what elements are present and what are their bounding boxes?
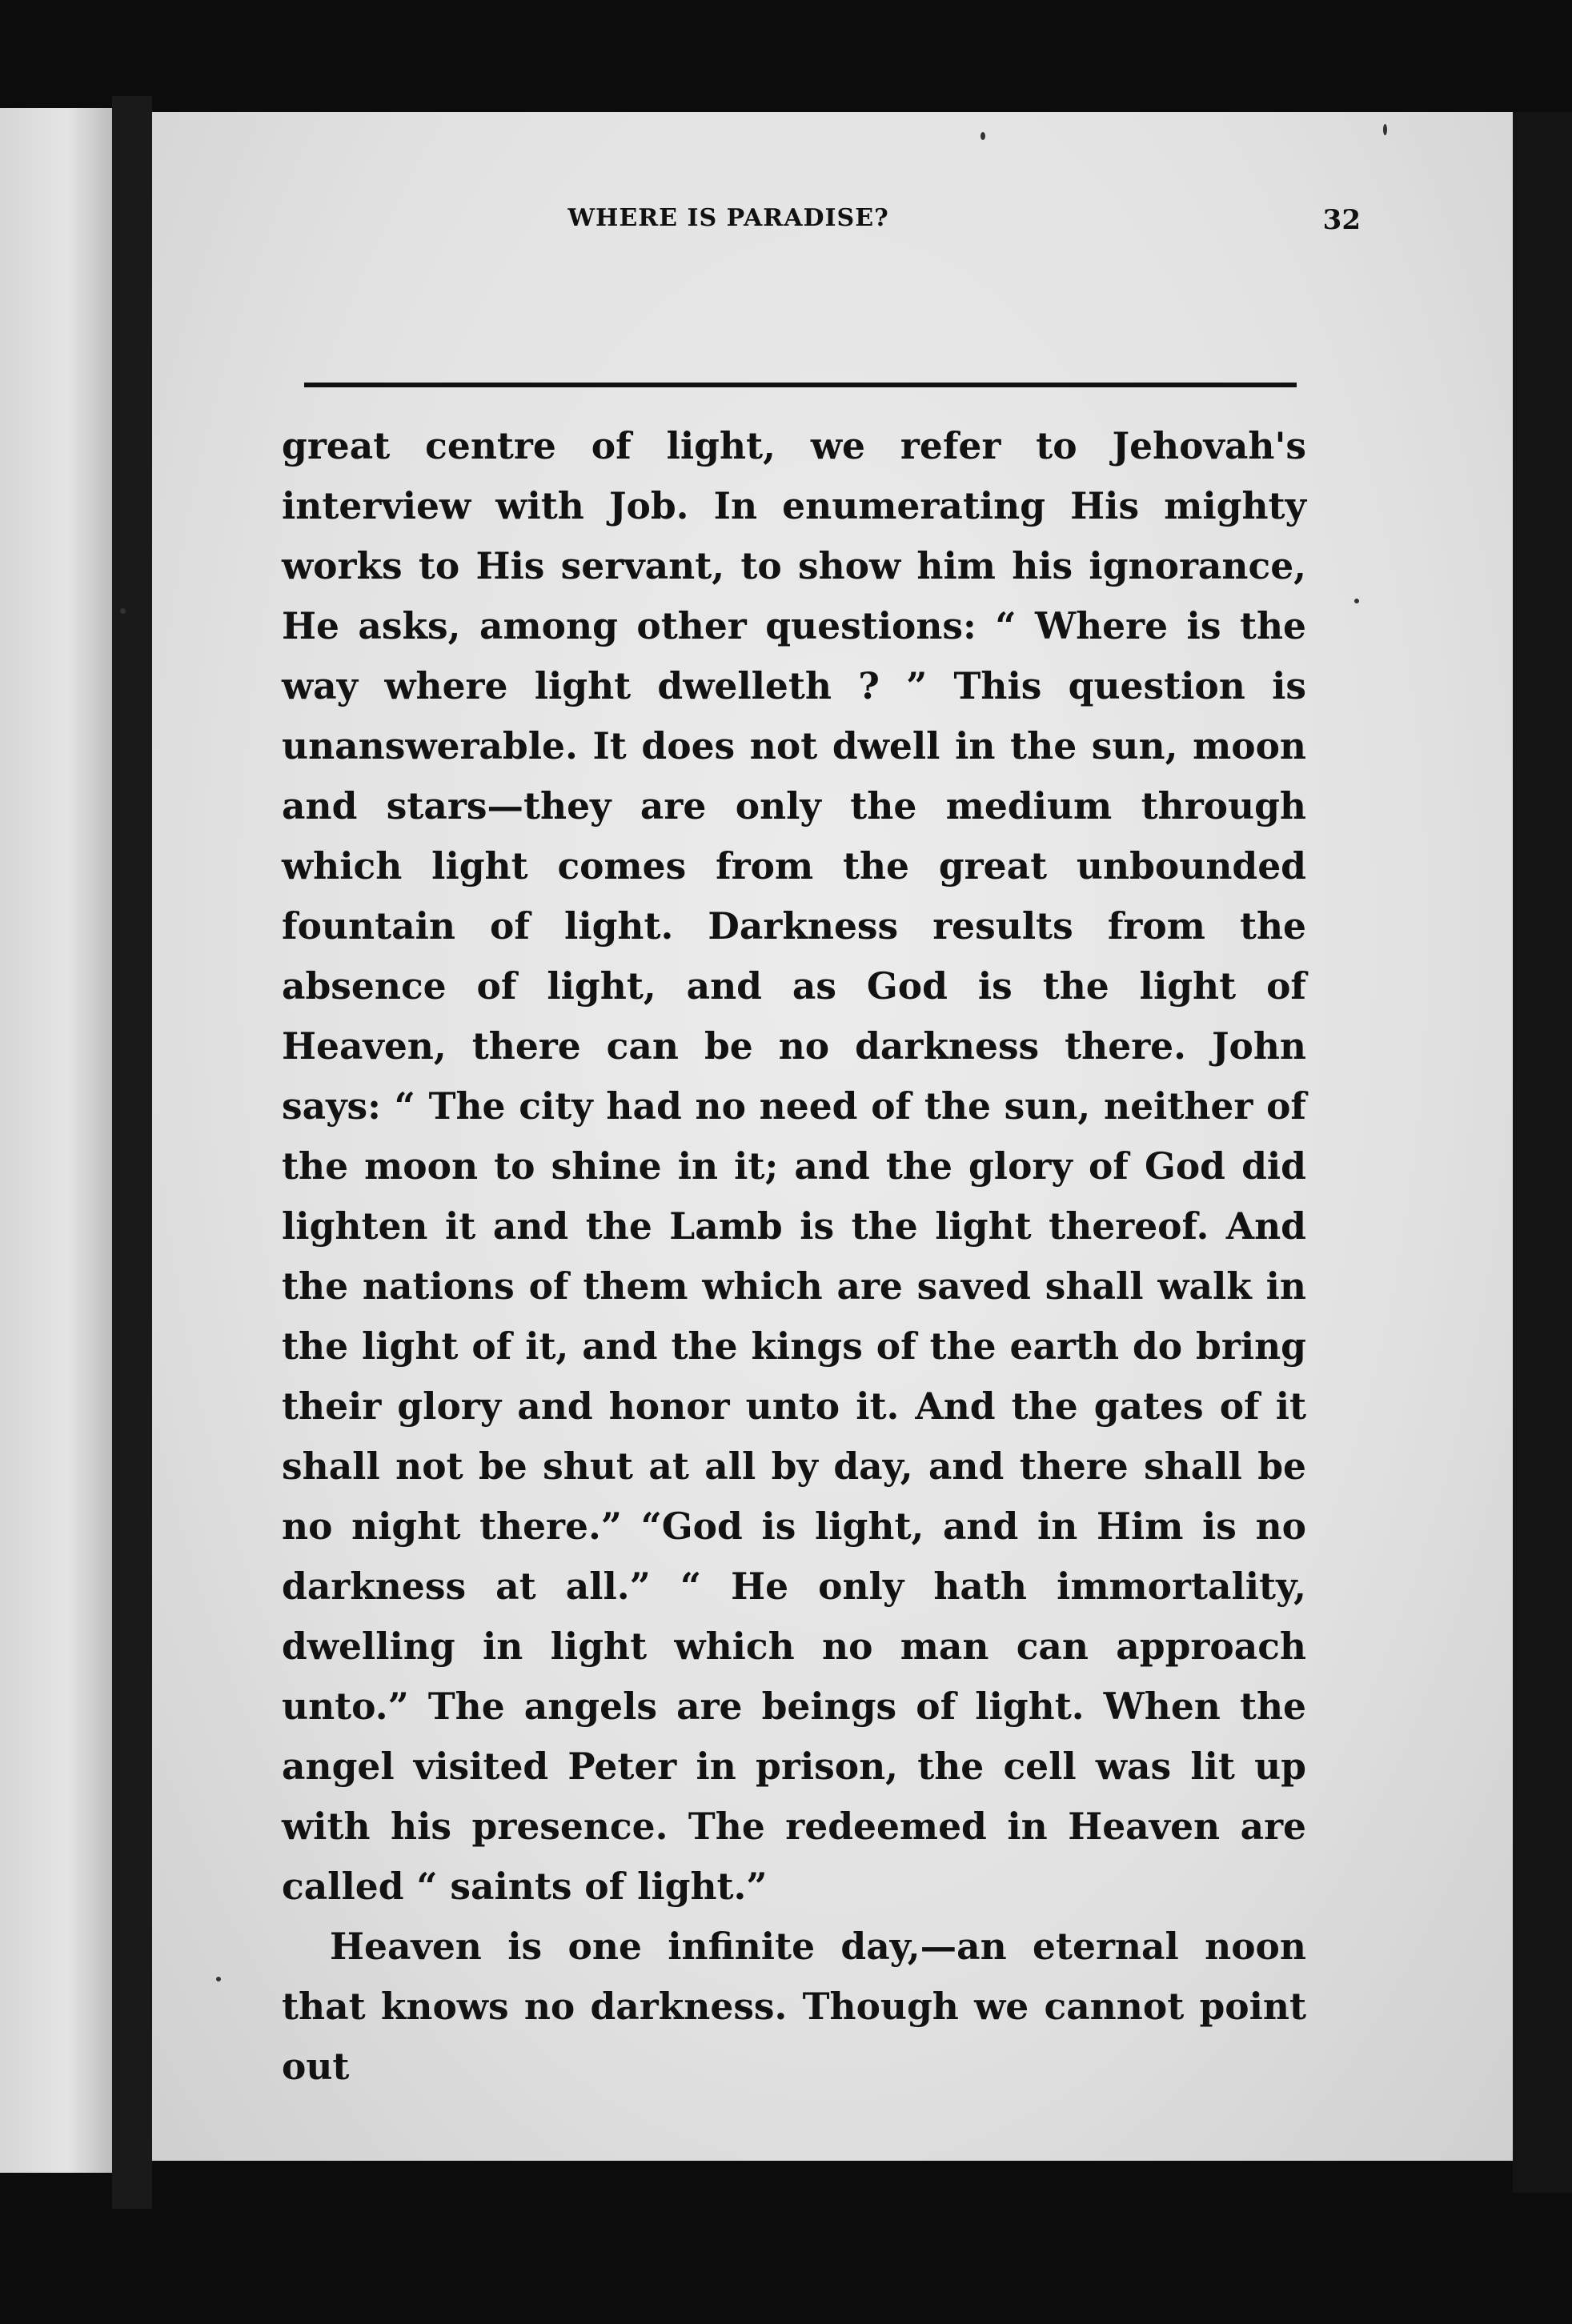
scan-border: [1513, 112, 1572, 2193]
scan-speck: [1354, 599, 1359, 603]
page-header: [152, 204, 1361, 252]
body-text: [282, 416, 1306, 2097]
header-rule: [304, 383, 1297, 387]
running-title: WHERE IS PARADISE?: [567, 204, 889, 232]
scan-speck: [216, 1977, 221, 1981]
scan-speck: [120, 608, 126, 614]
scan-speck: [1383, 124, 1387, 135]
book-gutter: [112, 96, 152, 2209]
page-number: 32: [1322, 204, 1361, 236]
scan-speck: [980, 132, 985, 140]
paragraph: great centre of light, we refer to Jehovah's interview with Job. In enumerating His mighty works to His servant, to show him his ignorance, He asks, among other questions: “ Where is the way where light dwelleth ? ” This question is unanswerable. It does not dwell in the sun, moon and stars—they are only the medium through which light comes from the great unbounded fountain of light. Darkness results from the absence of light, and as God is the light of Heaven, there can be no darkness there. John says: “ The city had no need of the sun, neither of the moon to shine in it; and the glory of God did lighten it and the Lamb is the light thereof. And the nations of them which are saved shall walk in the light of it, and the kings of the earth do bring their glory and honor unto it. And the gates of it shall not be shut at all by day, and there shall be no night there.” “God is light, and in Him is no darkness at all.” “ He only hath immortality, dwelling in light which no man can approach unto.” The angels are beings of light. When the angel visited Peter in prison, the cell was lit up with his presence. The redeemed in Heaven are called “ saints of light.”: [282, 424, 1306, 1908]
facing-page-edge: [0, 108, 112, 2173]
paragraph: Heaven is one infinite day,—an eternal noon that knows no darkness. Though we cannot point out: [282, 1925, 1306, 2088]
